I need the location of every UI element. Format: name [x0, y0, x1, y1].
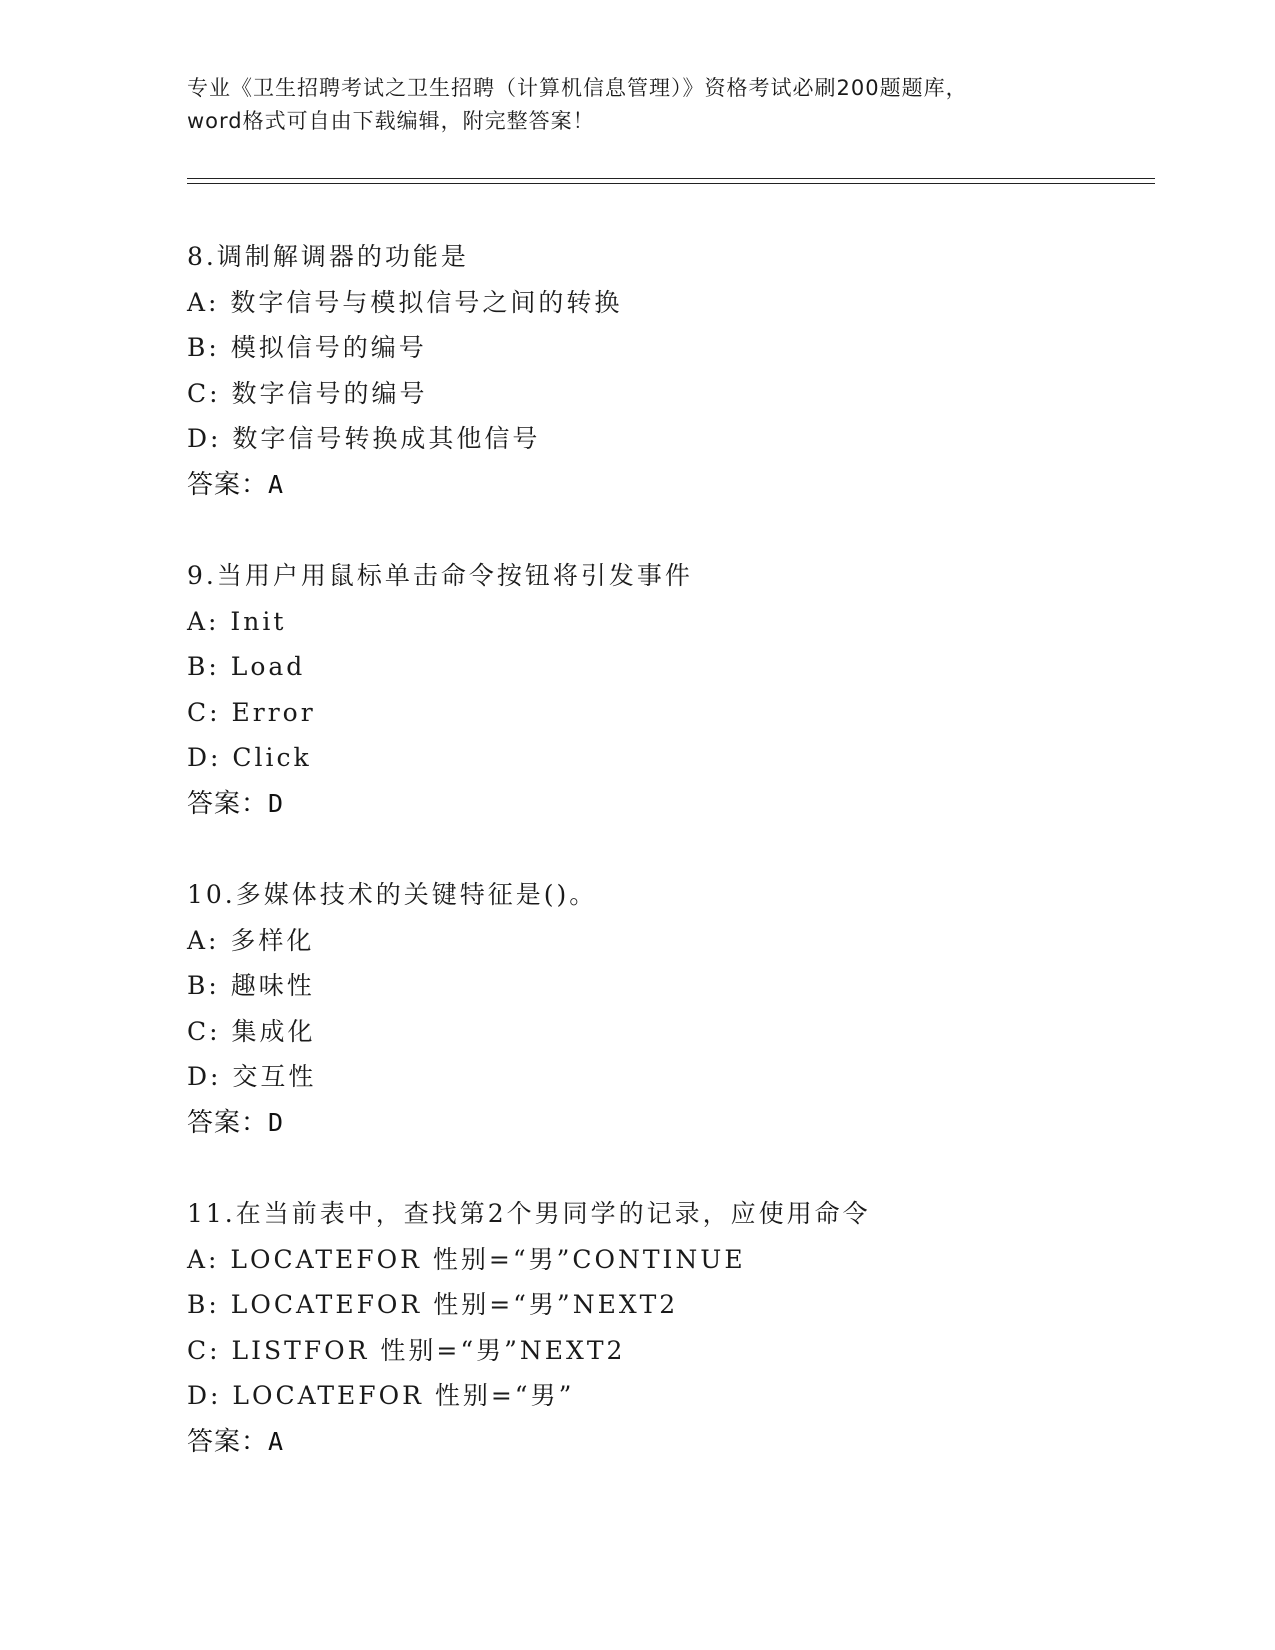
answer-value: D — [268, 1107, 285, 1137]
option-b: B: 趣味性 — [187, 971, 315, 1001]
option-d: D: LOCATEFOR 性别=“男” — [187, 1381, 575, 1411]
question-stem: 10.多媒体技术的关键特征是()。 — [187, 880, 598, 909]
option-a: A: 多样化 — [187, 925, 315, 955]
answer-value: A — [268, 469, 285, 499]
document-header — [187, 72, 1087, 138]
question-11 — [187, 1191, 1187, 1465]
option-d: D: 数字信号转换成其他信号 — [187, 424, 541, 454]
answer-line — [187, 781, 1187, 827]
answer-label: 答案： — [187, 1426, 269, 1457]
option-c: C: 数字信号的编号 — [187, 378, 428, 408]
header-divider-top — [187, 178, 1155, 179]
option-a: A: 数字信号与模拟信号之间的转换 — [187, 287, 623, 317]
answer-value: A — [268, 1426, 285, 1456]
option-c: C: 集成化 — [187, 1016, 316, 1046]
question-10 — [187, 872, 1187, 1146]
option-c: C: Error — [187, 697, 316, 727]
answer-line — [187, 462, 1187, 508]
question-8 — [187, 234, 1187, 508]
question-9 — [187, 553, 1187, 827]
option-a: A: LOCATEFOR 性别=“男”CONTINUE — [187, 1244, 746, 1274]
header-divider-bottom — [187, 183, 1155, 184]
answer-label: 答案： — [187, 788, 269, 819]
option-b: B: Load — [187, 652, 306, 682]
option-b: B: LOCATEFOR 性别=“男”NEXT2 — [187, 1290, 679, 1320]
answer-line — [187, 1419, 1187, 1465]
question-stem: 9.当用户用鼠标单击命令按钮将引发事件 — [187, 561, 693, 590]
question-stem: 11.在当前表中，查找第2个男同学的记录，应使用命令 — [187, 1199, 871, 1228]
option-d: D: 交互性 — [187, 1062, 317, 1092]
answer-value: D — [268, 788, 285, 818]
option-d: D: Click — [187, 743, 312, 773]
answer-label: 答案： — [187, 1107, 269, 1138]
option-a: A: Init — [187, 606, 287, 636]
header-title-line: 专业《卫生招聘考试之卫生招聘（计算机信息管理）》资格考试必刷200题题库， — [187, 76, 968, 100]
answer-line — [187, 1100, 1187, 1146]
answer-label: 答案： — [187, 469, 269, 500]
option-b: B: 模拟信号的编号 — [187, 333, 427, 363]
option-c: C: LISTFOR 性别=“男”NEXT2 — [187, 1335, 626, 1365]
header-subtitle-line: word格式可自由下载编辑，附完整答案！ — [187, 109, 595, 133]
question-stem: 8.调制解调器的功能是 — [187, 242, 469, 271]
